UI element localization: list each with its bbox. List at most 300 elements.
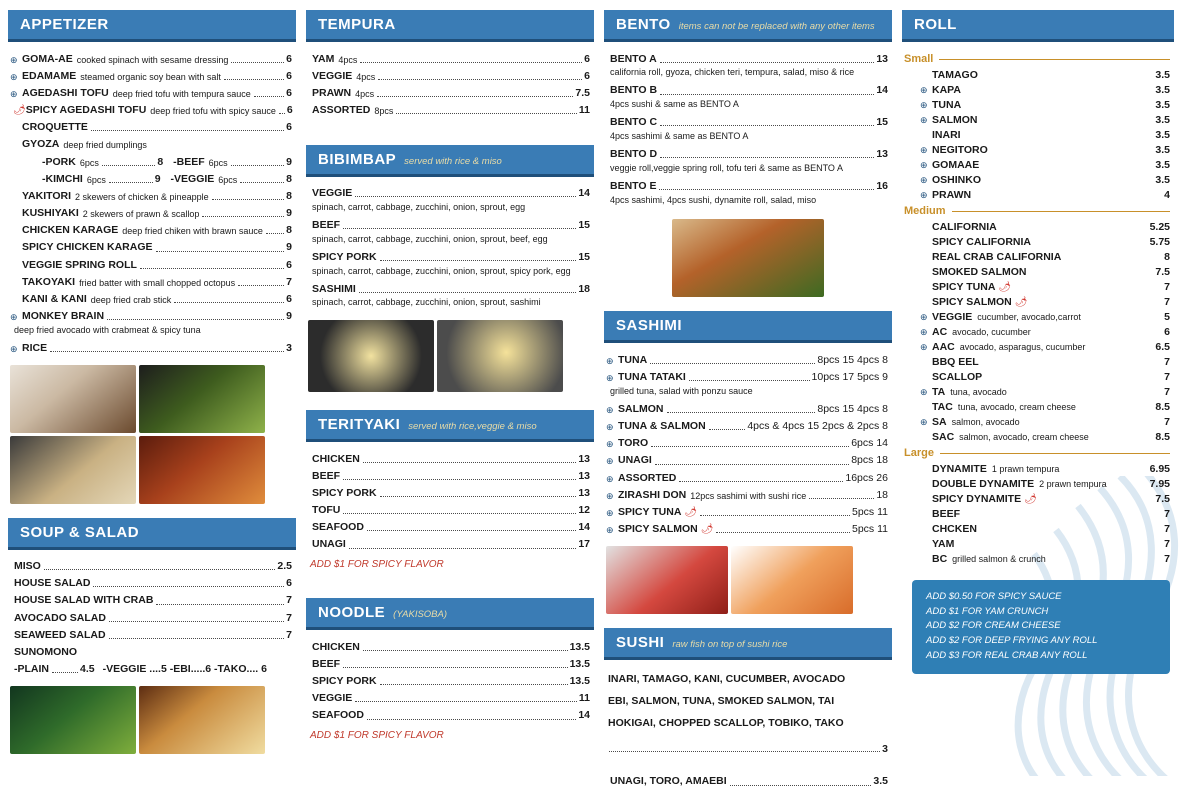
item-price: 7 [1164, 280, 1170, 293]
roll-item [902, 127, 1174, 142]
roll-item [902, 399, 1174, 414]
bibimbap-photo-grid [308, 320, 594, 392]
item-price: 15 [876, 116, 888, 129]
item-price: 3.5 [1155, 128, 1170, 141]
item-desc: tuna, avocado [950, 386, 1007, 397]
leader-dots [343, 513, 576, 514]
item-name: YAKITORI [22, 189, 72, 202]
item-name: PRAWN [932, 188, 972, 201]
item-price: 6 [286, 258, 292, 271]
roll-item [902, 309, 1174, 324]
item-price: 6pcs 14 [851, 437, 888, 450]
item-name: -PLAIN [14, 663, 49, 676]
appetizer-items [8, 50, 296, 357]
section-title: BIBIMBAP [318, 150, 397, 168]
roll-item [902, 354, 1174, 369]
item-desc: avocado, cucumber [952, 326, 1031, 337]
item-price: 6.5 [1155, 340, 1170, 353]
item-price: 11 [578, 692, 590, 705]
item-name: SMOKED SALMON [932, 265, 1027, 278]
menu-item [306, 467, 594, 484]
item-price: 5.75 [1149, 235, 1170, 248]
menu-item [306, 502, 594, 519]
item-name: BENTO E [610, 179, 657, 192]
item-desc: 2 skewers of prawn & scallop [82, 209, 200, 220]
item-price: 7 [1164, 537, 1170, 550]
menu-item [604, 486, 892, 503]
column-appetizer [8, 10, 296, 776]
item-name: SPICY AGEDASHI TOFU [25, 104, 147, 117]
item-subdesc: 4pcs sashimi & same as BENTO A [610, 130, 749, 141]
menu-item [604, 503, 892, 520]
item-price: 7.95 [1149, 477, 1170, 490]
item-desc: tuna, avocado, cream cheese [957, 401, 1076, 412]
leader-dots [651, 446, 849, 447]
roll-group-large [902, 444, 1174, 461]
leader-dots [254, 96, 284, 97]
roll-item [902, 172, 1174, 187]
menu-item [306, 707, 594, 724]
roll-item [902, 429, 1174, 444]
item-price: 14 [578, 709, 590, 722]
chili-icon: 🌶 [1014, 296, 1028, 308]
veg-icon: ⊕ [606, 439, 614, 450]
item-price: 5.25 [1149, 220, 1170, 233]
leader-dots [660, 157, 874, 158]
item-desc-2: 6pcs [218, 174, 238, 185]
leader-dots [700, 515, 850, 516]
leader-dots [609, 751, 880, 752]
leader-dots [240, 182, 284, 183]
veg-icon: ⊕ [606, 422, 614, 433]
sashimi-photo-grid [606, 546, 892, 614]
item-desc: 2 prawn tempura [1039, 478, 1107, 489]
item-price: 3 [286, 341, 292, 354]
leader-dots [231, 62, 284, 63]
menu-item [8, 136, 296, 153]
item-name: BENTO D [610, 148, 658, 161]
menu-item [604, 50, 892, 67]
menu-item [8, 592, 296, 609]
item-desc: 4pcs [356, 71, 376, 82]
leader-dots [660, 125, 874, 126]
leader-dots [359, 292, 577, 293]
menu-item [8, 84, 296, 101]
menu-item [8, 558, 296, 575]
veg-icon: ⊕ [920, 84, 928, 95]
veg-icon: ⊕ [920, 326, 928, 337]
item-desc: 4pcs [355, 88, 375, 99]
item-subdesc: spinach, carrot, cabbage, zucchini, onion, sprout, egg [312, 201, 526, 212]
item-name: SALMON [932, 113, 978, 126]
leader-dots [355, 701, 577, 702]
roll-item [902, 339, 1174, 354]
addon-line: ADD $2 FOR DEEP FRYING ANY ROLL [926, 635, 1098, 647]
leader-dots [44, 569, 276, 570]
item-name: SASHIMI [312, 282, 356, 295]
section-noodle [306, 598, 594, 741]
menu-item [604, 177, 892, 194]
item-name: ASSORTED [312, 104, 371, 117]
item-desc: 4pcs [338, 54, 358, 65]
item-name: SPICY DYNAMITE [932, 492, 1022, 505]
item-price: 9 [286, 241, 292, 254]
item-desc: cooked spinach with sesame dressing [76, 54, 229, 65]
item-name: BEEF [312, 469, 341, 482]
item-name: CHCKEN [932, 522, 977, 535]
item-name: PRAWN [312, 86, 352, 99]
item-desc: avocado, asparagus, cucumber [959, 341, 1086, 352]
section-header-bibimbap [306, 145, 594, 177]
addon-line: ADD $0.50 FOR SPICY SAUCE [926, 591, 1062, 602]
item-price: 13.5 [569, 657, 590, 670]
veg-icon: ⊕ [606, 507, 614, 518]
item-name: BEEF [312, 219, 341, 232]
veg-icon: ⊕ [606, 490, 614, 501]
leader-dots [659, 189, 874, 190]
menu-item [306, 102, 594, 119]
item-price: 6 [286, 52, 292, 65]
roll-item [902, 142, 1174, 157]
leader-dots [109, 621, 284, 622]
item-price: 7 [1164, 295, 1170, 308]
item-name: BENTO A [610, 52, 657, 65]
item-price: 16pcs 26 [845, 471, 888, 484]
item-price: 15 [578, 250, 590, 263]
veg-icon: ⊕ [920, 174, 928, 185]
item-name: KAPA [932, 83, 961, 96]
item-price: 11 [578, 104, 590, 117]
item-name: SEAWEED SALAD [14, 628, 106, 641]
item-price: 13.5 [569, 640, 590, 653]
item-name: DOUBLE DYNAMITE [932, 477, 1035, 490]
leader-dots [730, 785, 872, 786]
item-name: AC [932, 325, 948, 338]
item-name: TUNA [932, 98, 962, 111]
menu-item [8, 308, 296, 325]
veg-icon: ⊕ [920, 99, 928, 110]
veg-icon: ⊕ [606, 456, 614, 467]
item-price: 6 [286, 104, 293, 117]
item-name: SA [932, 415, 947, 428]
section-sashimi [604, 311, 892, 613]
menu-item [8, 256, 296, 273]
menu-item [8, 119, 296, 136]
item-name: ASSORTED [618, 471, 677, 484]
item-name: GOMAAE [932, 158, 980, 171]
leader-dots [716, 532, 850, 533]
roll-item [902, 324, 1174, 339]
section-header-roll [902, 10, 1174, 42]
item-name: MONKEY BRAIN [22, 310, 105, 323]
item-name: GOMA-AE [22, 52, 73, 65]
item-name: BBQ EEL [932, 355, 979, 368]
teriyaki-note: ADD $1 FOR SPICY FLAVOR [310, 559, 444, 571]
item-price: 16 [876, 179, 888, 192]
menu-item [306, 280, 594, 297]
leader-dots [349, 548, 576, 549]
chili-icon: 🌶 [700, 523, 714, 535]
item-subdesc: spinach, carrot, cabbage, zucchini, onion, sprout, beef, egg [312, 233, 548, 244]
item-price: 7 [286, 628, 292, 641]
leader-dots [367, 530, 576, 531]
section-header-sashimi [604, 311, 892, 343]
leader-dots [380, 684, 568, 685]
section-title: TEMPURA [318, 16, 396, 33]
menu-item [8, 187, 296, 204]
item-desc: 6pcs [79, 157, 99, 168]
menu-item [8, 205, 296, 222]
item-price: 7 [1164, 507, 1170, 520]
menu-item [8, 50, 296, 67]
item-subdesc: veggie roll,veggie spring roll, tofu teri & same as BENTO A [610, 162, 843, 173]
item-price: 7 [1164, 385, 1170, 398]
roll-item [902, 506, 1174, 521]
menu-item [8, 661, 296, 678]
roll-item [902, 264, 1174, 279]
leader-dots [360, 62, 582, 63]
menu-item [8, 102, 296, 119]
roll-item [902, 294, 1174, 309]
menu-item [604, 452, 892, 469]
column-tempura [306, 10, 594, 776]
section-subtitle: items can not be replaced with any other items [678, 21, 875, 32]
chili-icon: 🌶 [13, 104, 26, 116]
menu-item [306, 484, 594, 501]
item-price: 6 [584, 69, 590, 82]
leader-dots [91, 130, 284, 131]
item-price: 7 [1164, 552, 1170, 565]
menu-item [604, 418, 892, 435]
item-price: 3.5 [1155, 98, 1170, 111]
item-price: 6 [286, 121, 292, 134]
noodle-note: ADD $1 FOR SPICY FLAVOR [310, 730, 444, 742]
menu-item [306, 519, 594, 536]
leader-dots [363, 650, 568, 651]
item-name: SPICY SALMON [618, 523, 698, 536]
item-name: DYNAMITE [932, 462, 987, 475]
item-price: 13 [578, 469, 590, 482]
food-photo [139, 436, 265, 504]
item-subdesc: spinach, carrot, cabbage, zucchini, onion, sprout, spicy pork, egg [312, 265, 571, 276]
section-header-sushi [604, 628, 892, 660]
item-desc: salmon, avocado [951, 416, 1020, 427]
item-price: 8pcs 18 [851, 454, 888, 467]
item-price: 7 [1164, 522, 1170, 535]
item-price: 7 [1164, 355, 1170, 368]
leader-dots [238, 285, 284, 286]
item-name: VEGGIE SPRING ROLL [22, 258, 137, 271]
menu-item [8, 626, 296, 643]
menu-item [604, 146, 892, 163]
item-name: REAL CRAB CALIFORNIA [932, 250, 1062, 263]
item-price: 5pcs 11 [852, 523, 888, 536]
item-name: BENTO C [610, 116, 658, 129]
section-sushi [604, 628, 892, 790]
leader-dots [380, 260, 577, 261]
veg-icon: ⊕ [606, 355, 614, 366]
item-price: 3 [882, 742, 888, 755]
item-price: 4.5 [80, 663, 95, 676]
food-photo [139, 365, 265, 433]
leader-dots [109, 638, 285, 639]
item-desc: deep fried tofu with spicy sauce [150, 106, 276, 117]
item-name: BEEF [312, 657, 341, 670]
item-price: 17 [578, 538, 590, 551]
sushi-line-1: INARI, TAMAGO, KANI, CUCUMBER, AVOCADO [608, 672, 846, 685]
leader-dots [202, 216, 284, 217]
item-desc: deep fried tofu with tempura sauce [112, 88, 251, 99]
item-desc: grilled salmon & crunch [952, 553, 1046, 564]
item-name: ZIRASHI DON [618, 488, 687, 501]
section-header-appetizer [8, 10, 296, 42]
veg-icon: ⊕ [920, 159, 928, 170]
menu-item [8, 575, 296, 592]
item-price: 3.5 [1155, 158, 1170, 171]
chili-icon: 🌶 [998, 281, 1012, 293]
section-header-soup-salad [8, 518, 296, 550]
leader-dots [102, 165, 155, 166]
leader-dots [156, 251, 285, 252]
item-name: TAMAGO [932, 68, 978, 81]
roll-item [902, 279, 1174, 294]
item-price: 15 [578, 219, 590, 232]
item-name: SPICY TUNA [932, 280, 996, 293]
item-subdesc: 4pcs sushi & same as BENTO A [610, 99, 739, 110]
item-name: SPICY TUNA [618, 505, 682, 518]
food-photo [606, 546, 728, 614]
item-price: 13.5 [569, 675, 590, 687]
item-price: 10pcs 17 5pcs 9 [811, 370, 888, 383]
leader-dots [380, 496, 577, 497]
leader-dots [367, 719, 576, 720]
item-name: SUNOMONO [14, 645, 77, 658]
column-bento [604, 10, 892, 788]
item-name: EDAMAME [22, 69, 77, 82]
veg-icon: ⊕ [10, 71, 18, 82]
menu-item [306, 67, 594, 84]
item-price: 3.5 [1155, 143, 1170, 156]
section-title: APPETIZER [20, 16, 109, 33]
item-name: SPICY CALIFORNIA [932, 235, 1031, 248]
item-price: 8.5 [1155, 430, 1170, 443]
item-name: HOUSE SALAD [14, 577, 91, 590]
item-price: 9 [286, 310, 292, 323]
food-photo [437, 320, 563, 392]
item-name: SPICY PORK [312, 486, 377, 499]
leader-dots [156, 604, 284, 605]
item-name: BC [932, 552, 948, 565]
item-name: -PORK [42, 155, 76, 168]
item-name: AVOCADO SALAD [14, 611, 106, 624]
item-desc: 8pcs [374, 106, 394, 117]
item-desc: deep fried chiken with brawn sauce [122, 226, 263, 237]
veg-icon: ⊕ [606, 473, 614, 484]
item-price: 8.5 [1155, 400, 1170, 413]
item-price: 7 [1164, 415, 1170, 428]
column-roll [902, 10, 1174, 776]
roll-group-label: Medium [904, 205, 946, 217]
section-title: ROLL [914, 16, 957, 33]
veg-icon: ⊕ [920, 189, 928, 200]
menu-item [8, 239, 296, 256]
veg-icon: ⊕ [606, 373, 614, 383]
menu-item [306, 217, 594, 234]
item-price: 18 [578, 282, 590, 295]
item-price: 7.5 [575, 86, 590, 99]
section-subtitle: served with rice & miso [404, 155, 502, 167]
roll-item [902, 414, 1174, 429]
item-name: SPICY PORK [312, 675, 377, 687]
roll-item [902, 491, 1174, 506]
section-teriyaki [306, 410, 594, 570]
item-price: 8 [1164, 250, 1170, 263]
salad-photo-grid [10, 686, 296, 754]
item-price: 2.5 [277, 560, 292, 573]
leader-dots [174, 302, 284, 303]
leader-dots [709, 429, 746, 430]
item-name: TORO [618, 437, 649, 450]
veg-icon: ⊕ [606, 525, 614, 536]
item-name: BENTO B [610, 84, 658, 97]
item-desc: 2 skewers of chicken & pineapple [75, 191, 209, 202]
item-name: SAC [932, 430, 955, 443]
item-name: AAC [932, 340, 955, 353]
item-name: CHICKEN KARAGE [22, 224, 119, 237]
item-subdesc: grilled tuna, salad with ponzu sauce [610, 385, 753, 396]
item-name: TA [932, 385, 946, 398]
item-name: TUNA [618, 353, 648, 366]
roll-group-small [902, 50, 1174, 67]
leader-dots [279, 113, 285, 114]
roll-item [902, 234, 1174, 249]
item-price: 3.5 [873, 775, 888, 788]
item-price: 12 [578, 504, 590, 517]
menu-item [8, 273, 296, 290]
item-name: RICE [22, 341, 48, 354]
leader-dots [109, 182, 153, 183]
veg-icon: ⊕ [920, 386, 928, 397]
menu-item [306, 185, 594, 202]
leader-dots [655, 464, 849, 465]
item-name: MISO [14, 560, 41, 573]
section-subtitle: served with rice,veggie & miso [408, 421, 537, 433]
item-name: KUSHIYAKI [22, 207, 79, 220]
item-name: TUNA & SALMON [618, 420, 706, 432]
leader-dots [107, 319, 284, 320]
menu-item [604, 368, 892, 385]
veg-icon: ⊕ [920, 341, 928, 352]
item-price: 6 [286, 86, 292, 99]
leader-dots [50, 351, 284, 352]
item-price: 13 [578, 452, 590, 465]
item-name: UNAGI [618, 454, 652, 467]
leader-dots [679, 481, 843, 482]
item-price: 6 [286, 577, 292, 590]
item-desc: cucumber, avocado,carrot [977, 311, 1081, 322]
item-name: SCALLOP [932, 370, 983, 383]
leader-dots [52, 672, 78, 673]
item-price: 13 [578, 486, 590, 499]
item-desc: 6pcs [86, 174, 106, 185]
item-price: 8 [286, 224, 292, 237]
section-header-noodle [306, 598, 594, 630]
food-photo [10, 686, 136, 754]
food-photo [139, 686, 265, 754]
roll-group-label: Large [904, 447, 934, 459]
item-name: SALMON [618, 402, 664, 415]
section-title: BENTO [616, 16, 671, 33]
